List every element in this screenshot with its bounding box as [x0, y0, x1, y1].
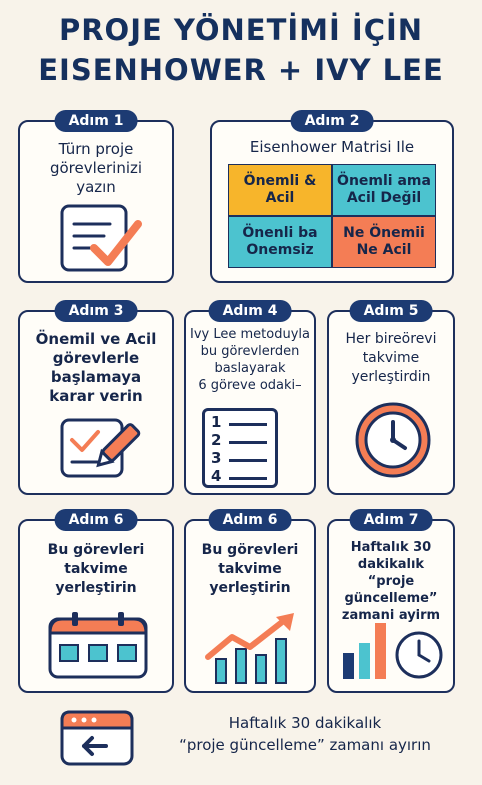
- step-7-label: Adım 7: [350, 509, 433, 531]
- step-1-card: [18, 113, 174, 283]
- calendar-icon: [46, 611, 150, 681]
- growth-chart-icon: [202, 611, 302, 687]
- step-3-card: [18, 303, 174, 495]
- step-7-text: Haftalık 30 dakikalık “proje güncelleme” zamani ayirm: [341, 540, 441, 623]
- checklist-icon: [58, 202, 144, 274]
- matrix-quadrant-important-not-urgent: Önemli ama Acil Değil: [332, 164, 436, 216]
- step-1-label: Adım 1: [55, 110, 138, 132]
- step-6a-text: Bu görevleri takvime yerleştirin: [47, 542, 145, 596]
- step-6b-text: Bu görevleri takvime yerleştirin: [201, 542, 299, 596]
- step-5-text: Her bireörevi takvime yerleştirdin: [345, 331, 437, 385]
- step-5-card: [327, 303, 455, 495]
- browser-back-icon: [60, 710, 134, 766]
- list-number-2: 2: [211, 431, 222, 449]
- matrix-quadrant-urgent-important: Önemli & Acil: [228, 164, 332, 216]
- step-2-card: [210, 113, 454, 283]
- clock-icon: [351, 398, 435, 482]
- page-title: [0, 10, 482, 90]
- chart-clock-icon: [339, 617, 447, 683]
- step-3-text: Önemil ve Acil görevlerle başlamaya karar verin: [35, 330, 157, 405]
- step-6a-card: [18, 512, 174, 693]
- title-line-2: EISENHOWER + IVY LEE: [38, 53, 444, 87]
- step-6a-label: Adım 6: [55, 509, 138, 531]
- step-2-label: Adım 2: [291, 110, 374, 132]
- step-4-label: Adım 4: [209, 300, 292, 322]
- footer-text: Haftalık 30 dakikalık “proje güncelleme” zamanı ayırın: [179, 714, 431, 754]
- step-6b-card: [184, 512, 316, 693]
- step-2-text: Eisenhower Matrisi Ile: [249, 138, 415, 156]
- matrix-quadrant-neither: Ne Önemii Ne Acil: [332, 216, 436, 268]
- matrix-quadrant-urgent-not-important: Önenli ba Onemsiz: [228, 216, 332, 268]
- edit-task-icon: [58, 414, 142, 484]
- step-7-card: [327, 512, 455, 693]
- eisenhower-matrix: [228, 164, 438, 270]
- step-3-label: Adım 3: [55, 300, 138, 322]
- list-number-4: 4: [211, 467, 222, 485]
- step-6b-label: Adım 6: [209, 509, 292, 531]
- step-4-text: Ivy Lee metoduyla bu görevlerden baslayarak 6 göreve odaki–: [190, 327, 310, 393]
- step-4-card: [184, 303, 316, 495]
- title-line-1: PROJE YÖNETİMİ İÇİN: [58, 13, 424, 47]
- list-number-1: 1: [211, 413, 222, 431]
- step-1-text: Türn proje görevlerinizi yazın: [49, 140, 143, 196]
- list-number-3: 3: [211, 449, 222, 467]
- step-5-label: Adım 5: [350, 300, 433, 322]
- numbered-list-icon: [202, 408, 278, 488]
